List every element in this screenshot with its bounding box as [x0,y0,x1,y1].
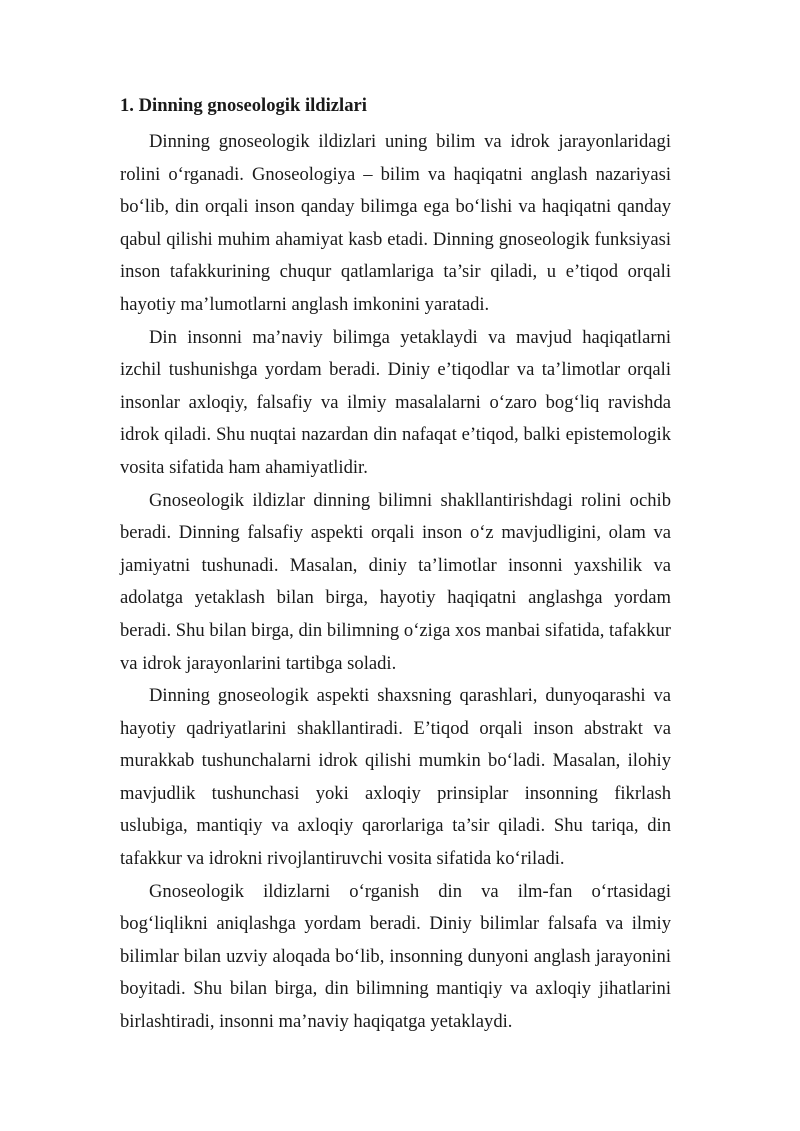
section-heading: 1. Dinning gnoseologik ildizlari [120,95,367,116]
document-body [120,86,671,1039]
paragraph-2: Din insonni ma’naviy bilimga yetaklaydi va mavjud haqiqatlarni izchil tushunishga yordam beradi. Diniy e’tiqodlar va ta’limotlar orqali insonlar axloqiy, falsafiy va ilmiy masalalarni o‘zaro bog‘liq ravishda idrok qiladi. Shu nuqtai nazardan din nafaqat e’tiqod, balki epistemologik vosita sifatida ham ahamiyatlidir. [120,326,671,478]
paragraph-3: Gnoseologik ildizlar dinning bilimni shakllantirishdagi rolini ochib beradi. Dinning falsafiy aspekti orqali inson o‘z mavjudligini, olam va jamiyatni tushunadi. Masalan, diniy ta’limotlar insonni yaxshilik va adolatga yetaklash bilan birga, hayotiy haqiqatni anglashga yordam beradi. Shu bilan birga, din bilimning o‘ziga xos manbai sifatida, tafakkur va idrok jarayonlarini tartibga soladi. [120,489,671,674]
paragraph-1: Dinning gnoseologik ildizlari uning bilim va idrok jarayonlaridagi rolini o‘rganadi. Gnoseologiya – bilim va haqiqatni anglash nazariyasi bo‘lib, din orqali inson qanday bilimga ega bo‘lishi va haqiqatni qanday qabul qilishi muhim ahamiyat kasb etadi. Dinning gnoseologik funksiyasi inson tafakkurining chuqur qatlamlariga ta’sir qiladi, u e’tiqod orqali hayotiy ma’lumotlarni anglash imkonini yaratadi. [120,131,671,315]
paragraph-4: Dinning gnoseologik aspekti shaxsning qarashlari, dunyoqarashi va hayotiy qadriyatlarini shakllantiradi. E’tiqod orqali inson abstrakt va murakkab tushunchalarni idrok qilishi mumkin bo‘ladi. Masalan, ilohiy mavjudlik tushunchasi yoki axloqiy prinsiplar insonning fikrlash uslubiga, mantiqiy va axloqiy qarorlariga ta’sir qiladi. Shu tariqa, din tafakkur va idrokni rivojlantiruvchi vosita sifatida ko‘riladi. [120,685,671,870]
paragraph-5: Gnoseologik ildizlarni o‘rganish din va ilm-fan o‘rtasidagi bog‘liqlikni aniqlashga yordam beradi. Diniy bilimlar falsafa va ilmiy bilimlar bilan uzviy aloqada bo‘lib, insonning dunyoni anglash jarayonini boyitadi. Shu bilan birga, din bilimning mantiqiy va axloqiy jihatlarini birlashtiradi, insonni ma’naviy haqiqatga yetaklaydi. [120,880,671,1033]
